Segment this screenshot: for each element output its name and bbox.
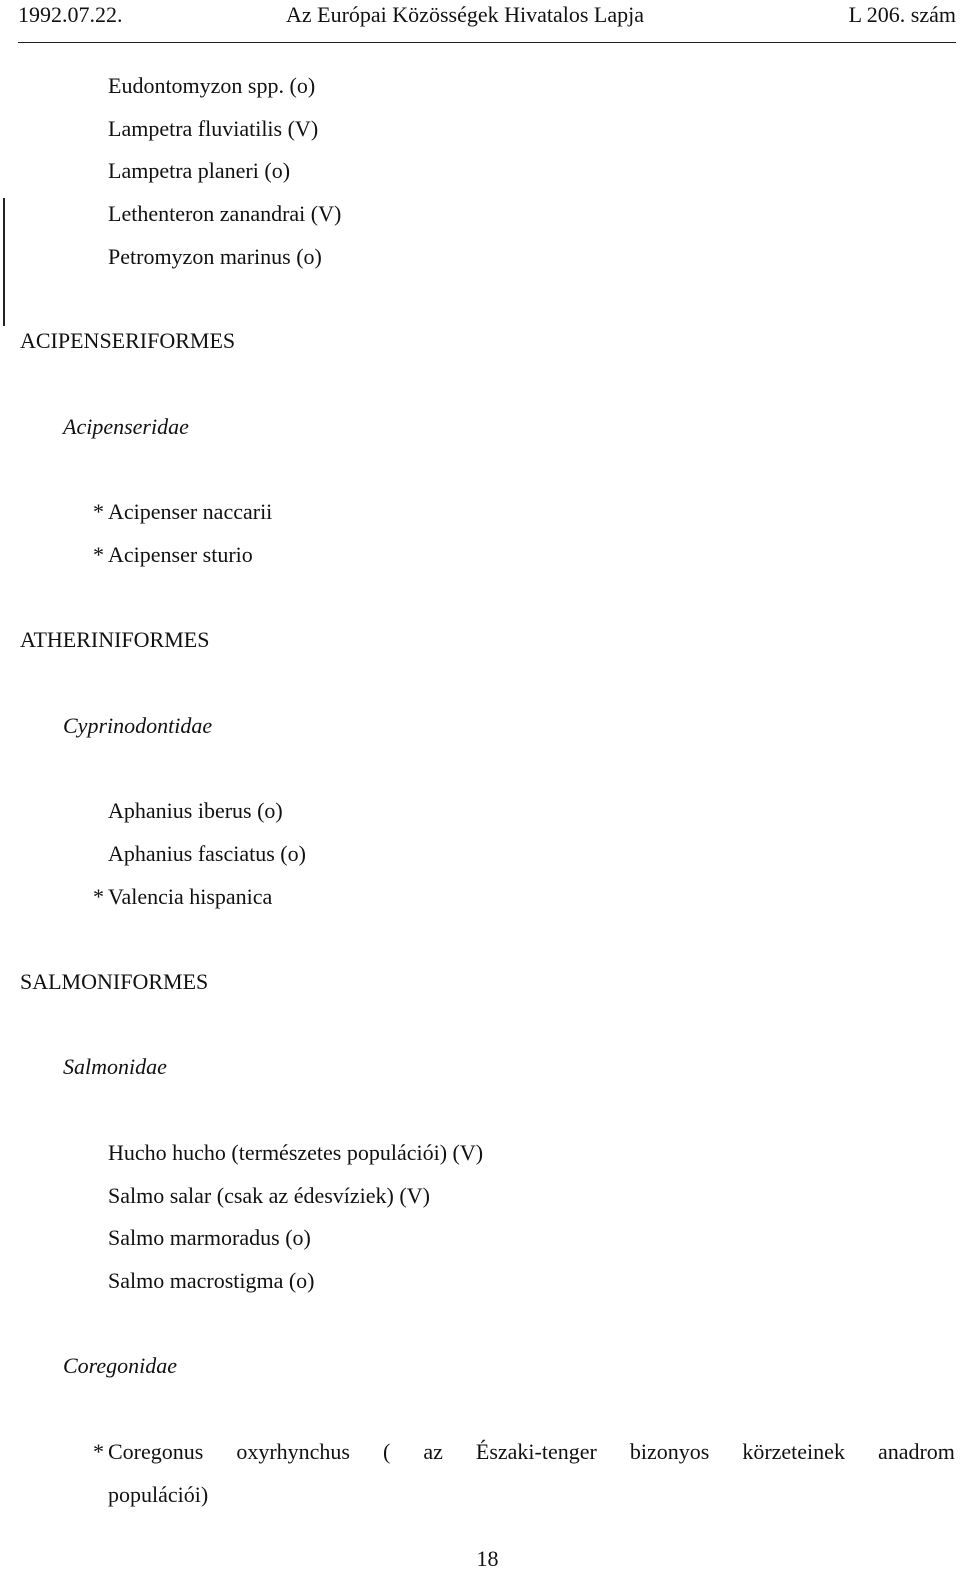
header-date: 1992.07.22. (18, 2, 123, 27)
family-heading: Coregonidae (63, 1353, 178, 1378)
word: Coregonus (108, 1439, 204, 1464)
species-line: Lampetra fluviatilis (V) (108, 116, 319, 141)
word: körzeteinek (742, 1439, 845, 1464)
species-line: Lethenteron zanandrai (V) (108, 201, 342, 226)
priority-star: * (93, 884, 104, 909)
species-line: Salmo salar (csak az édesvíziek) (V) (108, 1183, 430, 1208)
word: az (423, 1439, 443, 1464)
species-line: Petromyzon marinus (o) (108, 244, 322, 269)
species-line: Salmo marmoradus (o) (108, 1225, 311, 1250)
species-line-justified (108, 1439, 955, 1465)
order-heading: SALMONIFORMES (20, 969, 209, 994)
order-heading: ACIPENSERIFORMES (20, 328, 236, 353)
family-heading: Salmonidae (63, 1054, 167, 1079)
species-line: Acipenser sturio (108, 542, 253, 567)
species-line: Aphanius iberus (o) (108, 798, 283, 823)
margin-change-bar (3, 198, 5, 326)
species-line: Valencia hispanica (108, 884, 273, 909)
species-line: Eudontomyzon spp. (o) (108, 73, 316, 98)
species-line: Aphanius fasciatus (o) (108, 841, 306, 866)
priority-star: * (93, 542, 104, 567)
priority-star: * (93, 1439, 104, 1464)
page-header (18, 0, 956, 43)
species-line-continuation: populációi) (108, 1482, 209, 1507)
species-line: Hucho hucho (természetes populációi) (V) (108, 1140, 484, 1165)
word: anadrom (877, 1439, 955, 1464)
priority-star: * (93, 499, 104, 524)
header-journal-title: Az Európai Közösségek Hivatalos Lapja (286, 2, 644, 27)
species-line: Salmo macrostigma (o) (108, 1268, 315, 1293)
header-issue-number: L 206. szám (848, 2, 956, 27)
species-line: Acipenser naccarii (108, 499, 273, 524)
species-line: Lampetra planeri (o) (108, 158, 291, 183)
family-heading: Acipenseridae (63, 414, 189, 439)
word: bizonyos (629, 1439, 710, 1464)
family-heading: Cyprinodontidae (63, 713, 213, 738)
word: ( (383, 1439, 391, 1464)
order-heading: ATHERINIFORMES (20, 627, 210, 652)
page-number: 18 (476, 1546, 499, 1571)
word: oxyrhynchus (236, 1439, 350, 1464)
word: Északi-tenger (475, 1439, 597, 1464)
